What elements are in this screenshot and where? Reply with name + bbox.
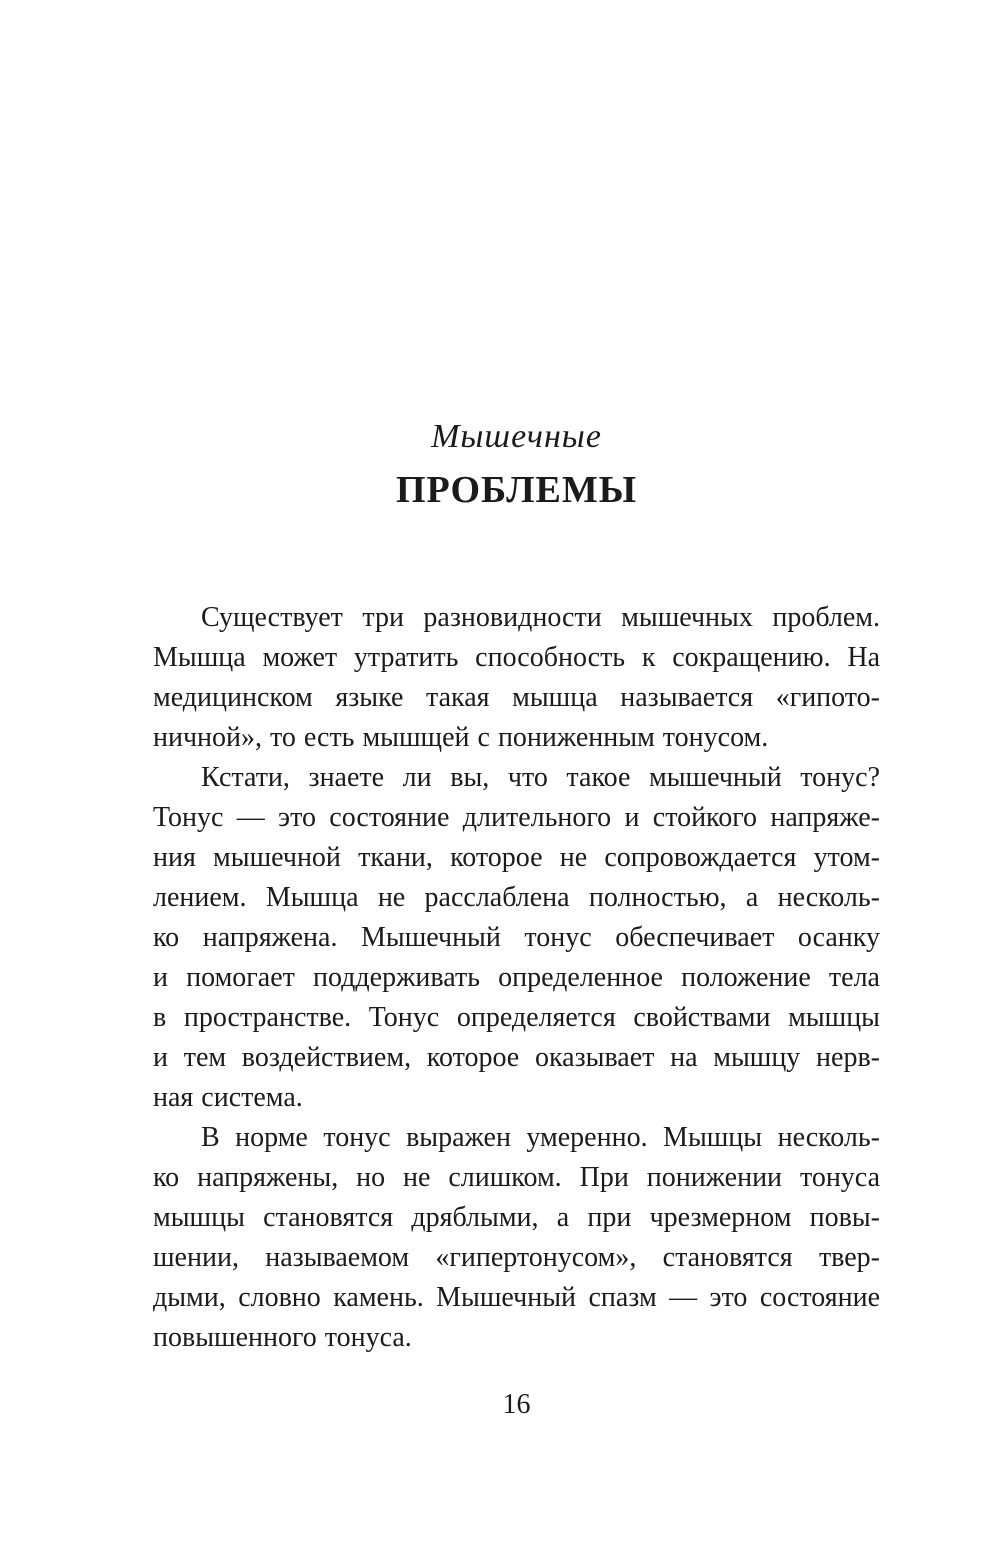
text-line: В норме тонус выражен умеренно. Мышцы несколь- [201,1122,880,1153]
text-line: повышенного тонуса. [153,1322,412,1353]
chapter-heading-subtitle: Мышечные [431,418,602,455]
text-line: ния мышечной ткани, которое не сопровождается утом- [153,842,880,873]
text-line: ко напряжены, но не слишком. При понижении тонуса [153,1162,880,1193]
text-line: в пространстве. Тонус определяется свойствами мышцы [153,1002,880,1033]
text-line: ко напряжена. Мышечный тонус обеспечивает осанку [153,922,880,953]
text-line: дыми, словно камень. Мышечный спазм — это состояние [153,1282,880,1313]
chapter-heading [153,420,880,509]
text-line: Существует три разновидности мышечных проблем. [201,602,880,633]
text-line: ничной», то есть мышщей с пониженным тонусом. [153,722,769,753]
text-line: и тем воздействием, которое оказывает на мышцу нерв- [153,1042,880,1073]
text-line: и помогает поддерживать определенное положение тела [153,962,880,993]
text-line: мышцы становятся дряблыми, а при чрезмерном повы- [153,1202,880,1233]
text-line: лением. Мышца не расслаблена полностью, а несколь- [153,882,880,913]
page-number: 16 [502,1389,531,1420]
text-line: Мышца может утратить способность к сокращению. На [153,642,880,673]
text-line: медицинском языке такая мышца называется «гипото- [153,682,880,713]
text-line: Кстати, знаете ли вы, что такое мышечный тонус? [201,762,880,793]
body-text [153,598,880,1358]
text-line: ная система. [153,1082,303,1113]
text-line: Тонус — это состояние длительного и стойкого напряже- [153,802,880,833]
text-line: шении, называемом «гипертонусом», становятся твер- [153,1242,880,1273]
chapter-heading-title: ПРОБЛЕМЫ [395,469,638,511]
